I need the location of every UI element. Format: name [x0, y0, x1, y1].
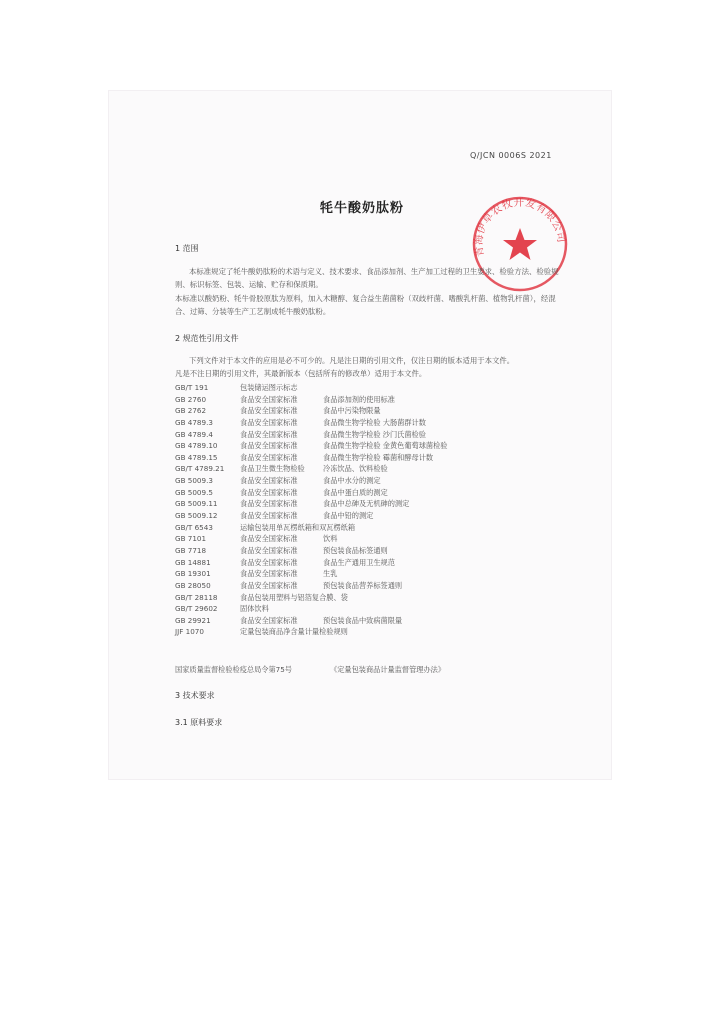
- reference-title: 定量包装商品净含量计量检验规则: [240, 627, 348, 637]
- reference-description: 生乳: [323, 569, 338, 579]
- reference-row: [175, 430, 575, 442]
- reference-code: GB 4789.3: [175, 417, 213, 427]
- reference-title: 食品安全国家标准: [240, 406, 298, 416]
- reference-title: 食品安全国家标准: [240, 394, 298, 404]
- section-1-heading: 1 范围: [175, 244, 199, 253]
- reference-code: GB/T 191: [175, 383, 209, 392]
- reference-description: 预包装食品标签通则: [323, 545, 388, 555]
- reference-description: 食品微生物学检验 霉菌和酵母计数: [323, 452, 434, 462]
- reference-row: [175, 488, 575, 500]
- reference-title: 食品安全国家标准: [240, 452, 298, 462]
- reference-row: [175, 569, 575, 581]
- reference-row: [175, 418, 575, 430]
- reference-code: GB/T 29602: [175, 604, 218, 614]
- reference-row: [175, 383, 575, 395]
- reference-code: GB 5009.12: [175, 511, 218, 521]
- reference-title: 包装储运图示标志: [240, 383, 298, 392]
- document-title: 牦牛酸奶肽粉: [319, 201, 404, 216]
- section-2-intro-2: 凡是不注日期的引用文件，其最新版本（包括所有的修改单）适用于本文件。: [175, 369, 427, 378]
- reference-description: 饮料: [323, 534, 338, 544]
- reference-code: GB 2762: [175, 406, 207, 416]
- reference-code: GB 5009.3: [175, 476, 213, 486]
- reference-code: JJF 1070: [175, 627, 204, 637]
- reference-code: GB 7718: [175, 545, 207, 555]
- reference-title: 食品安全国家标准: [240, 569, 298, 579]
- reference-code: GB/T 4789.21: [175, 464, 225, 474]
- reference-code: GB 4789.15: [175, 452, 218, 462]
- reference-description: 食品添加剂的使用标准: [323, 394, 395, 404]
- reference-row: [175, 511, 575, 523]
- reference-code: GB/T 28118: [175, 592, 218, 602]
- reference-row: [175, 464, 575, 476]
- reference-row: [175, 627, 575, 639]
- reference-code: GB 7101: [175, 534, 207, 544]
- reference-row: [175, 616, 575, 628]
- section-1-paragraph-1: 本标准规定了牦牛酸奶肽粉的术语与定义、技术要求、食品添加剂、生产加工过程的卫生要求、检验方法、检验规则、标识标签、包装、运输、贮存和保质期。: [175, 267, 559, 289]
- reference-code: GB 5009.5: [175, 487, 213, 497]
- reference-title: 食品卫生微生物检验: [240, 464, 305, 474]
- reference-row: [175, 499, 575, 511]
- reference-description: 食品中污染物限量: [323, 406, 381, 416]
- reference-description: 预包装食品营养标签通则: [323, 580, 403, 590]
- reference-row: [175, 395, 575, 407]
- reference-description: 食品微生物学检验 沙门氏菌检验: [323, 429, 426, 439]
- reference-code: GB 5009.11: [175, 499, 218, 509]
- section-2-heading: 2 规范性引用文件: [175, 334, 239, 343]
- reference-code: GB 29921: [175, 615, 211, 625]
- reference-description: 冷冻饮品、饮料检验: [323, 464, 388, 474]
- reference-description: 食品中蛋白质的测定: [323, 487, 388, 497]
- reference-row: [175, 581, 575, 593]
- reference-title: 食品安全国家标准: [240, 429, 298, 439]
- section-2-intro-1: 下列文件对于本文件的应用是必不可少的。凡是注日期的引用文件，仅注日期的版本适用于本文件。: [189, 356, 515, 365]
- reference-title: 食品安全国家标准: [240, 545, 298, 555]
- reference-title: 食品安全国家标准: [240, 441, 298, 451]
- reference-description: 预包装食品中致病菌限量: [323, 615, 403, 625]
- reference-code: GB 19301: [175, 569, 211, 579]
- reference-row: [175, 476, 575, 488]
- reference-description: 食品中水分的测定: [323, 476, 381, 486]
- reference-row: [175, 441, 575, 453]
- reference-code: GB/T 6543: [175, 522, 213, 532]
- reference-row: [175, 558, 575, 570]
- reference-list: [175, 383, 575, 639]
- reference-title: 食品安全国家标准: [240, 580, 298, 590]
- reference-title: 食品安全国家标准: [240, 487, 298, 497]
- reference-title: 食品包装用塑料与铝箔复合膜、袋: [240, 592, 348, 602]
- reference-row: [175, 406, 575, 418]
- section-3-heading: 3 技术要求: [175, 691, 215, 700]
- reference-title: 食品安全国家标准: [240, 499, 298, 509]
- reference-code: GB 2760: [175, 394, 207, 404]
- reference-title: 食品安全国家标准: [240, 417, 298, 427]
- reference-code: GB 4789.10: [175, 441, 218, 451]
- reference-title: 食品安全国家标准: [240, 557, 298, 567]
- reference-row: [175, 593, 575, 605]
- reference-row: [175, 534, 575, 546]
- reference-regulation-title: 《定量包装商品计量监督管理办法》: [330, 665, 446, 674]
- section-1-paragraph-2: 本标准以酸奶粉、牦牛骨胶原肽为原料，加入木糖醇、复合益生菌菌粉（双歧杆菌、嗜酸乳杆菌、植物乳杆菌），经混合、过筛、分装等生产工艺制成牦牛酸奶肽粉。: [175, 294, 556, 316]
- reference-description: 食品生产通用卫生规范: [323, 557, 395, 567]
- reference-title: 食品安全国家标准: [240, 615, 298, 625]
- reference-title: 食品安全国家标准: [240, 476, 298, 486]
- svg-text:青海伊草农牧开发有限公司: 青海伊草农牧开发有限公司: [472, 196, 568, 258]
- document-code: Q/JCN 0006S 2021: [470, 151, 552, 160]
- reference-regulation-issuer: 国家质量监督检验检疫总局令第75号: [175, 665, 292, 674]
- reference-row: [175, 523, 575, 535]
- reference-description: 食品中总砷及无机砷的测定: [323, 499, 410, 509]
- reference-row-regulation: [175, 665, 446, 675]
- reference-title: 固体饮料: [240, 604, 269, 614]
- reference-title: 运输包装用单瓦楞纸箱和双瓦楞纸箱: [240, 522, 356, 532]
- reference-code: GB 14881: [175, 557, 211, 567]
- reference-title: 食品安全国家标准: [240, 511, 298, 521]
- reference-title: 食品安全国家标准: [240, 534, 298, 544]
- section-3-1-heading: 3.1 原料要求: [175, 718, 223, 727]
- reference-description: 食品中铅的测定: [323, 511, 374, 521]
- reference-row: [175, 546, 575, 558]
- reference-description: 食品微生物学检验 金黄色葡萄球菌检验: [323, 441, 448, 451]
- reference-code: GB 28050: [175, 580, 211, 590]
- reference-row: [175, 453, 575, 465]
- reference-code: GB 4789.4: [175, 429, 213, 439]
- reference-description: 食品微生物学检验 大肠菌群计数: [323, 417, 426, 427]
- reference-row: [175, 604, 575, 616]
